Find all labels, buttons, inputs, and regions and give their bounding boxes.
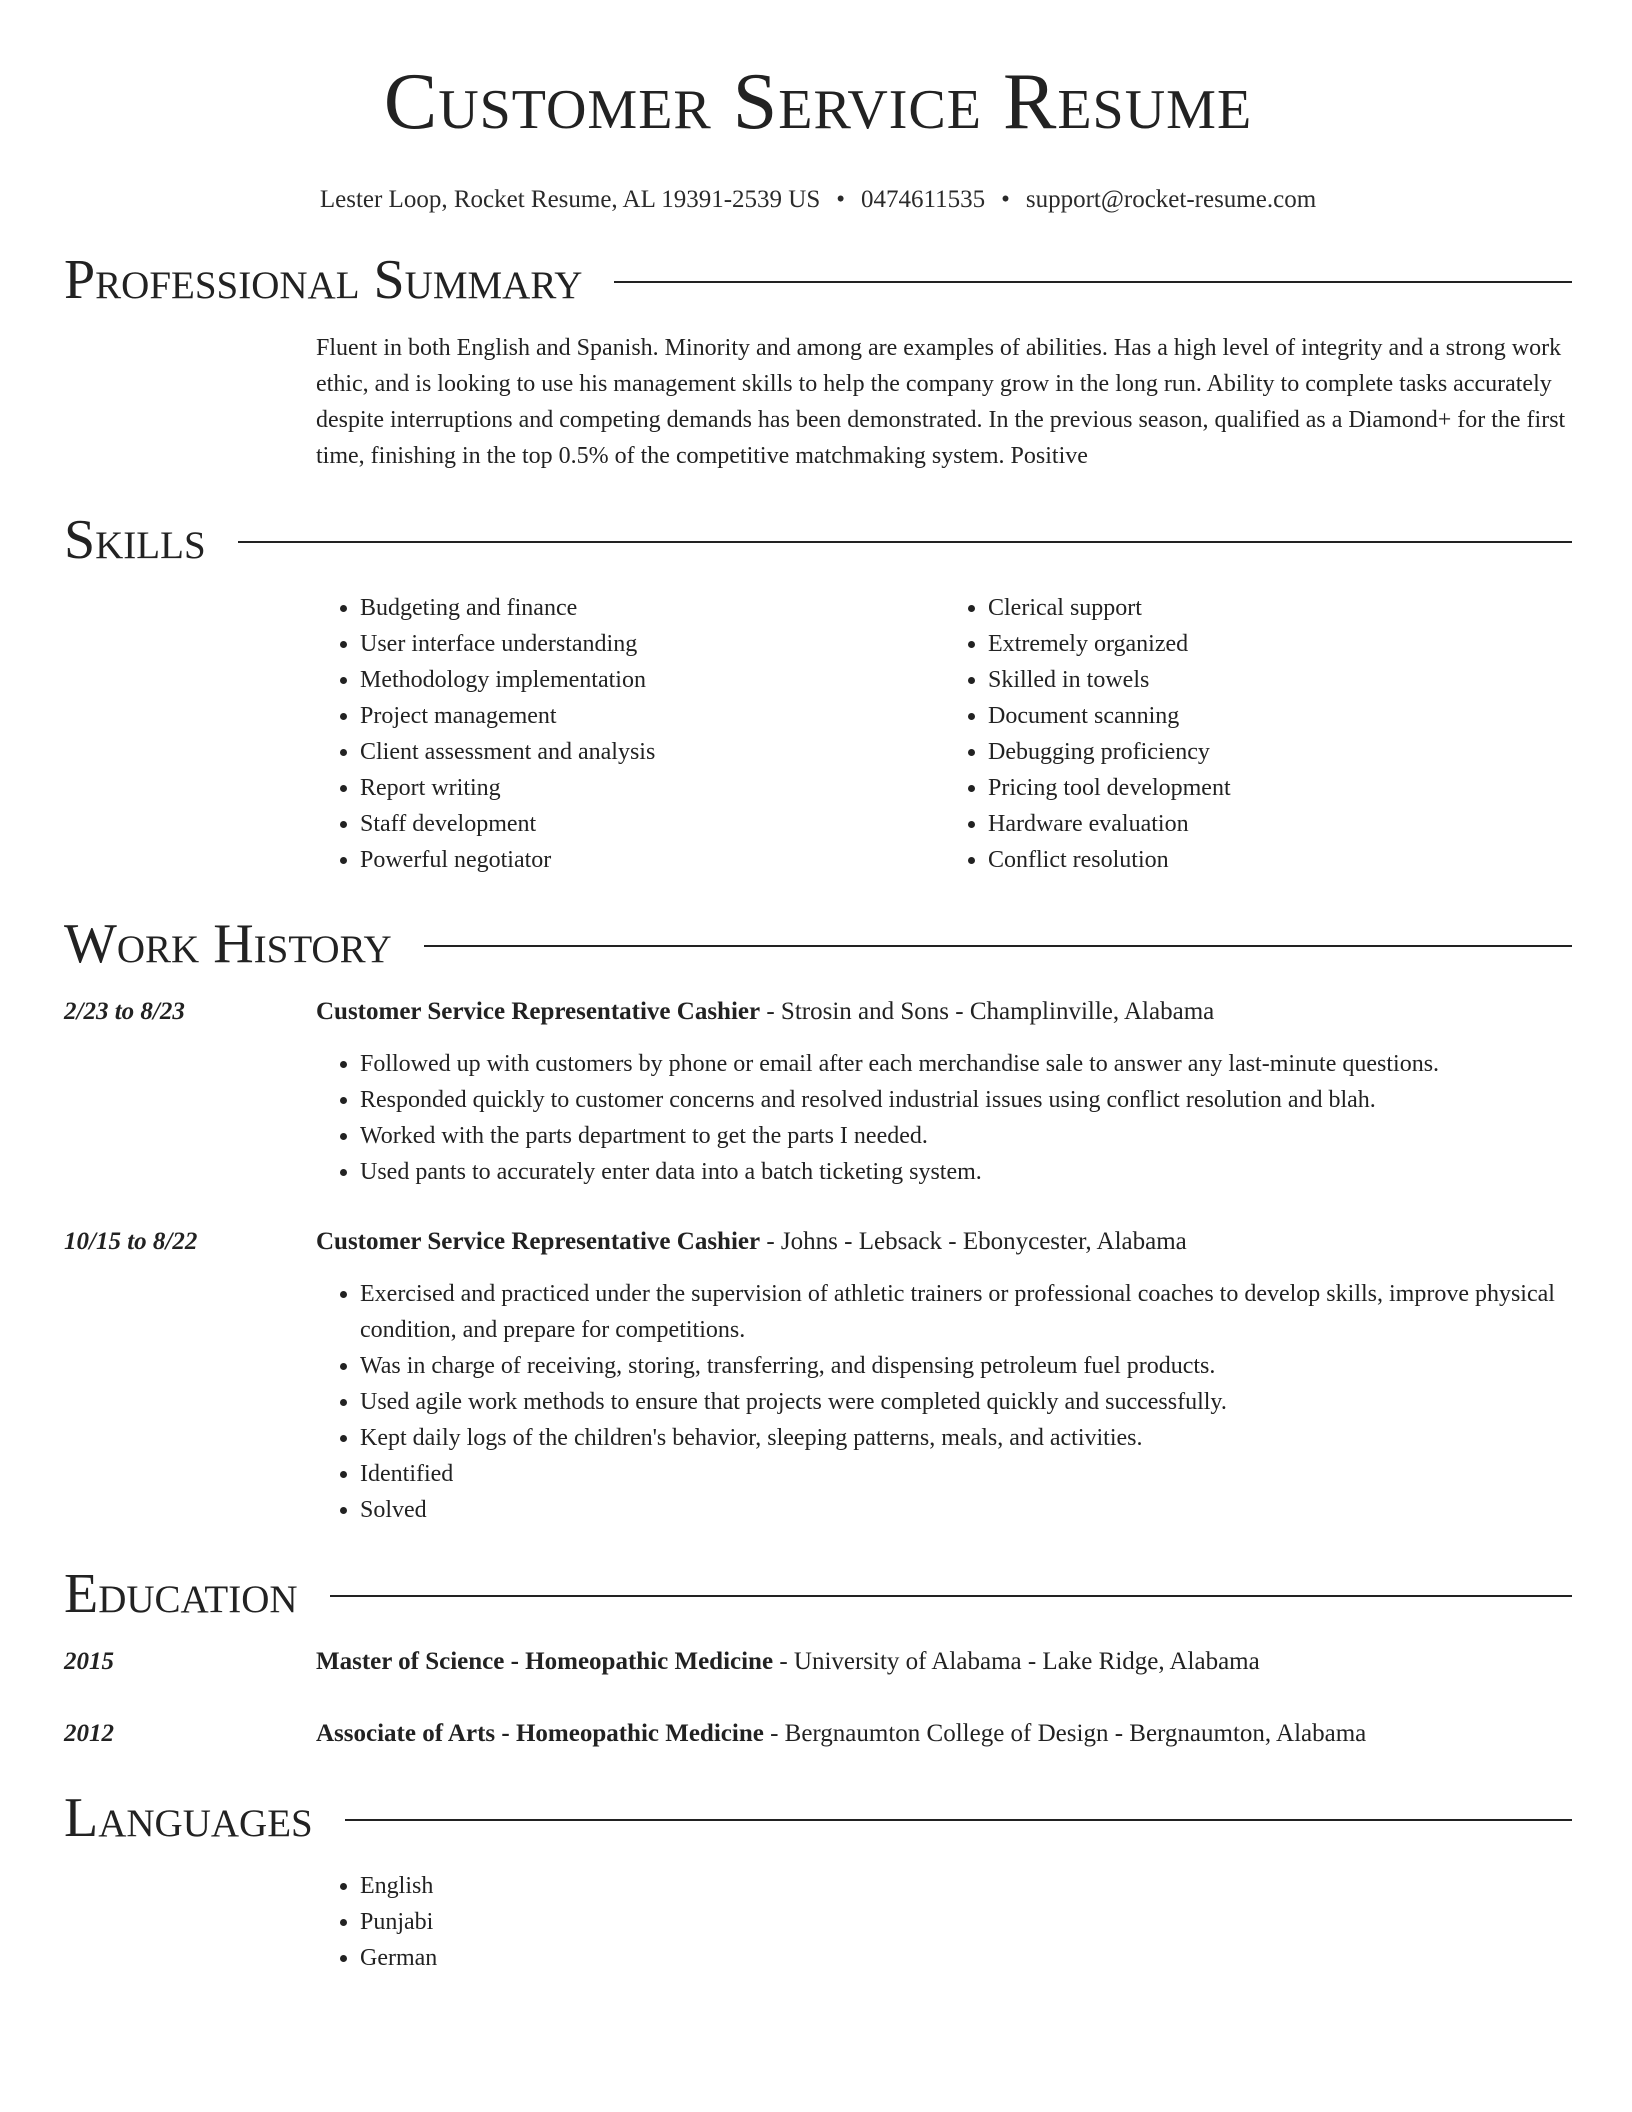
skill-item: • Pricing tool development <box>988 770 1572 806</box>
contact-phone: 0474611535 <box>861 186 986 213</box>
education-degree: Associate of Arts - Homeopathic Medicine <box>316 1720 764 1747</box>
section-divider <box>238 541 1572 543</box>
skill-item: • User interface understanding <box>360 626 944 662</box>
skill-item: • Budgeting and finance <box>360 590 944 626</box>
job-bullet: • Responded quickly to customer concerns and resolved industrial issues using conflict resolution and blah. <box>360 1082 1572 1118</box>
summary-text: Fluent in both English and Spanish. Minority and among are examples of abilities. Has a high level of integrity and a strong work ethic, and is looking to use his management skills to help the company grow in the long run. Ability to complete tasks accurately despite interruptions and competing demands has been demonstrated. In the previous season, qualified as a Diamond+ for the first time, finishing in the top 0.5% of the competitive matchmaking system. Positive <box>316 335 1566 469</box>
section-header-summary <box>64 249 1572 311</box>
education-year: 2012 <box>64 1720 114 1747</box>
section-divider <box>345 1819 1572 1821</box>
skill-item: • Skilled in towels <box>988 662 1572 698</box>
job-bullet: • Used agile work methods to ensure that projects were completed quickly and successfully. <box>360 1384 1572 1420</box>
education-year: 2015 <box>64 1648 114 1675</box>
language-item: • English <box>360 1868 1572 1904</box>
education-header <box>316 1644 1260 1680</box>
section-title-skills: Skills <box>64 509 206 571</box>
skill-item: • Conflict resolution <box>988 842 1572 878</box>
section-title-education: Education <box>64 1563 298 1625</box>
education-entry <box>64 1644 1572 1680</box>
job-dates: 2/23 to 8/23 <box>64 998 185 1025</box>
job-bullet: • Identified <box>360 1456 1572 1492</box>
languages-list <box>316 1868 1572 1976</box>
contact-line <box>64 186 1572 214</box>
job-header <box>316 1224 1572 1260</box>
skill-item: • Debugging proficiency <box>988 734 1572 770</box>
job-bullets <box>316 1276 1572 1528</box>
section-divider <box>330 1595 1572 1597</box>
language-item: • German <box>360 1940 1572 1976</box>
job-dates: 10/15 to 8/22 <box>64 1228 198 1255</box>
job-entry <box>64 994 1572 1190</box>
education-degree: Master of Science - Homeopathic Medicine <box>316 1648 774 1675</box>
skill-item: • Project management <box>360 698 944 734</box>
section-title-work: Work History <box>64 913 392 975</box>
skill-item: • Hardware evaluation <box>988 806 1572 842</box>
job-bullet: • Exercised and practiced under the supervision of athletic trainers or professional coaches to develop skills, improve physical condition, and prepare for competitions. <box>360 1276 1572 1348</box>
job-title: Customer Service Representative Cashier <box>316 998 761 1025</box>
job-bullets <box>316 1046 1572 1190</box>
job-entry <box>64 1224 1572 1528</box>
section-header-skills <box>64 509 1572 571</box>
job-bullet: • Was in charge of receiving, storing, transferring, and dispensing petroleum fuel products. <box>360 1348 1572 1384</box>
skills-list-right <box>944 590 1572 878</box>
section-divider <box>424 945 1572 947</box>
skill-item: • Client assessment and analysis <box>360 734 944 770</box>
contact-separator: • <box>1001 186 1010 213</box>
education-school: - University of Alabama - Lake Ridge, Alabama <box>773 1648 1260 1675</box>
job-bullet: • Used pants to accurately enter data into a batch ticketing system. <box>360 1154 1572 1190</box>
languages-block <box>316 1868 1572 1976</box>
education-entry <box>64 1716 1572 1752</box>
education-header <box>316 1716 1366 1752</box>
section-title-languages: Languages <box>64 1787 313 1849</box>
skill-item: • Extremely organized <box>988 626 1572 662</box>
skill-item: • Methodology implementation <box>360 662 944 698</box>
job-company: - Strosin and Sons - Champlinville, Alabama <box>760 998 1215 1025</box>
job-title: Customer Service Representative Cashier <box>316 1228 761 1255</box>
section-title-summary: Professional Summary <box>64 249 583 311</box>
section-header-education <box>64 1563 1572 1625</box>
skill-item: • Powerful negotiator <box>360 842 944 878</box>
page-title: Customer Service Resume <box>383 58 1253 146</box>
job-bullet: • Worked with the parts department to get the parts I needed. <box>360 1118 1572 1154</box>
job-bullet: • Solved <box>360 1492 1572 1528</box>
contact-email: support@rocket-resume.com <box>1025 186 1317 213</box>
education-school: - Bergnaumton College of Design - Bergnaumton, Alabama <box>763 1720 1367 1747</box>
section-header-languages <box>64 1787 1572 1849</box>
skill-item: • Report writing <box>360 770 944 806</box>
job-company: - Johns - Lebsack - Ebonycester, Alabama <box>760 1228 1187 1255</box>
contact-address: Lester Loop, Rocket Resume, AL 19391-2539 US <box>319 186 821 213</box>
job-bullet: • Followed up with customers by phone or email after each merchandise sale to answer any last-minute questions. <box>360 1046 1572 1082</box>
contact-separator: • <box>836 186 845 213</box>
job-header <box>316 994 1572 1030</box>
skill-item: • Document scanning <box>988 698 1572 734</box>
section-divider <box>614 281 1572 283</box>
skills-columns <box>316 590 1572 878</box>
skill-item: • Staff development <box>360 806 944 842</box>
skill-item: • Clerical support <box>988 590 1572 626</box>
language-item: • Punjabi <box>360 1904 1572 1940</box>
job-bullet: • Kept daily logs of the children's behavior, sleeping patterns, meals, and activities. <box>360 1420 1572 1456</box>
skills-list-left <box>316 590 944 878</box>
section-header-work <box>64 913 1572 975</box>
